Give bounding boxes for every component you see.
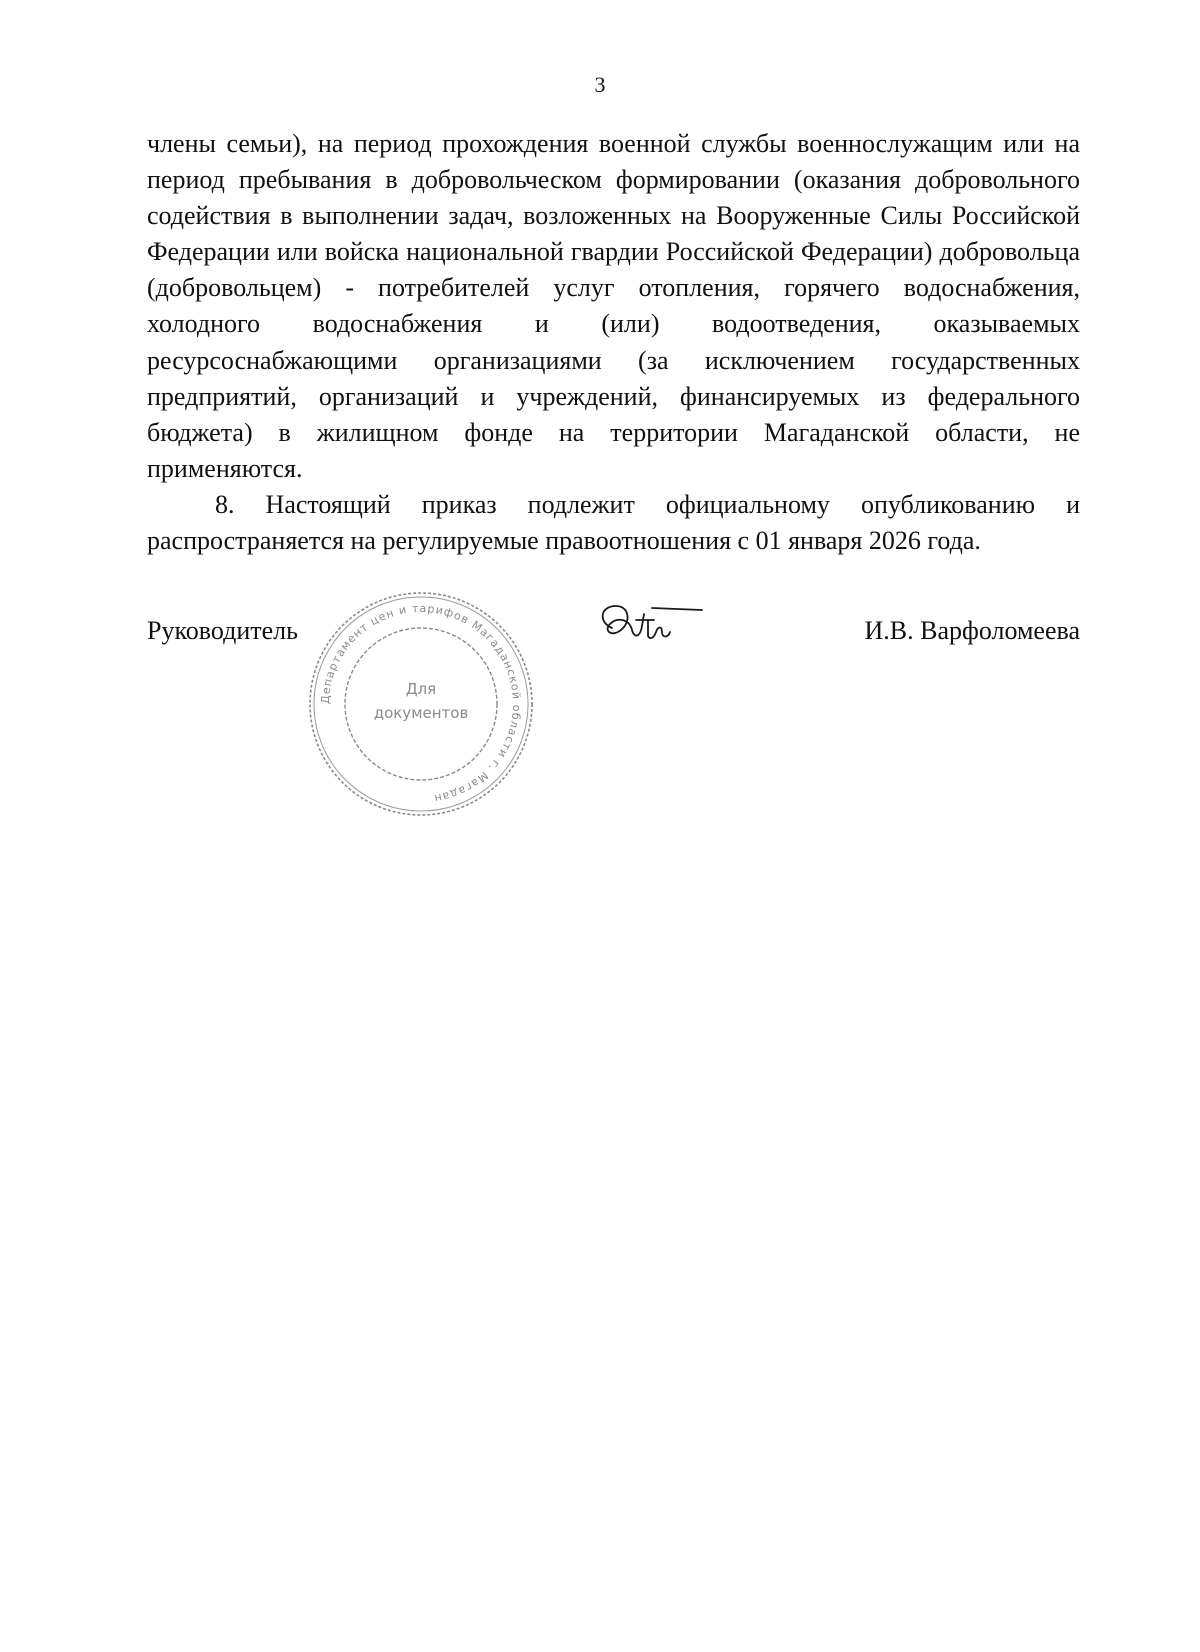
stamp-center-line2: документов [373,704,469,722]
stamp-ring-text: Департамент цен и тарифов Магаданской области г. Магадан [318,601,524,806]
paragraph-item-8: 8. Настоящий приказ подлежит официальному опубликованию и распространяется на регулируемые правоотношения с 01 января 2026 года. [147,489,1080,556]
signer-name: И.В. Варфоломеева [864,616,1080,645]
signer-title: Руководитель [147,616,298,645]
official-stamp [305,588,537,820]
stamp-center-line1: Для [405,680,437,698]
page-number: 3 [594,72,606,97]
paragraph-continuation: члены семьи), на период прохождения военной службы военнослужащим или на период пребывания в добровольческом формировании (оказания добровольного содействия в выполнении задач, возложенных на Вооруженные Силы Российской Федерации или войска национальной гвардии Российской Федерации) добровольца (добровольцем) - потребителей услуг отопления, горячего водоснабжения, холодного водоснабжения и (или) водоотведения, оказываемых ресурсоснабжающими организациями (за исключением государственных предприятий, организаций и учреждений, финансируемых из федерального бюджета) в жилищном фонде на территории Магаданской области, не применяются. [147,129,1080,483]
handwritten-signature [592,598,704,650]
document-body [147,126,1080,559]
